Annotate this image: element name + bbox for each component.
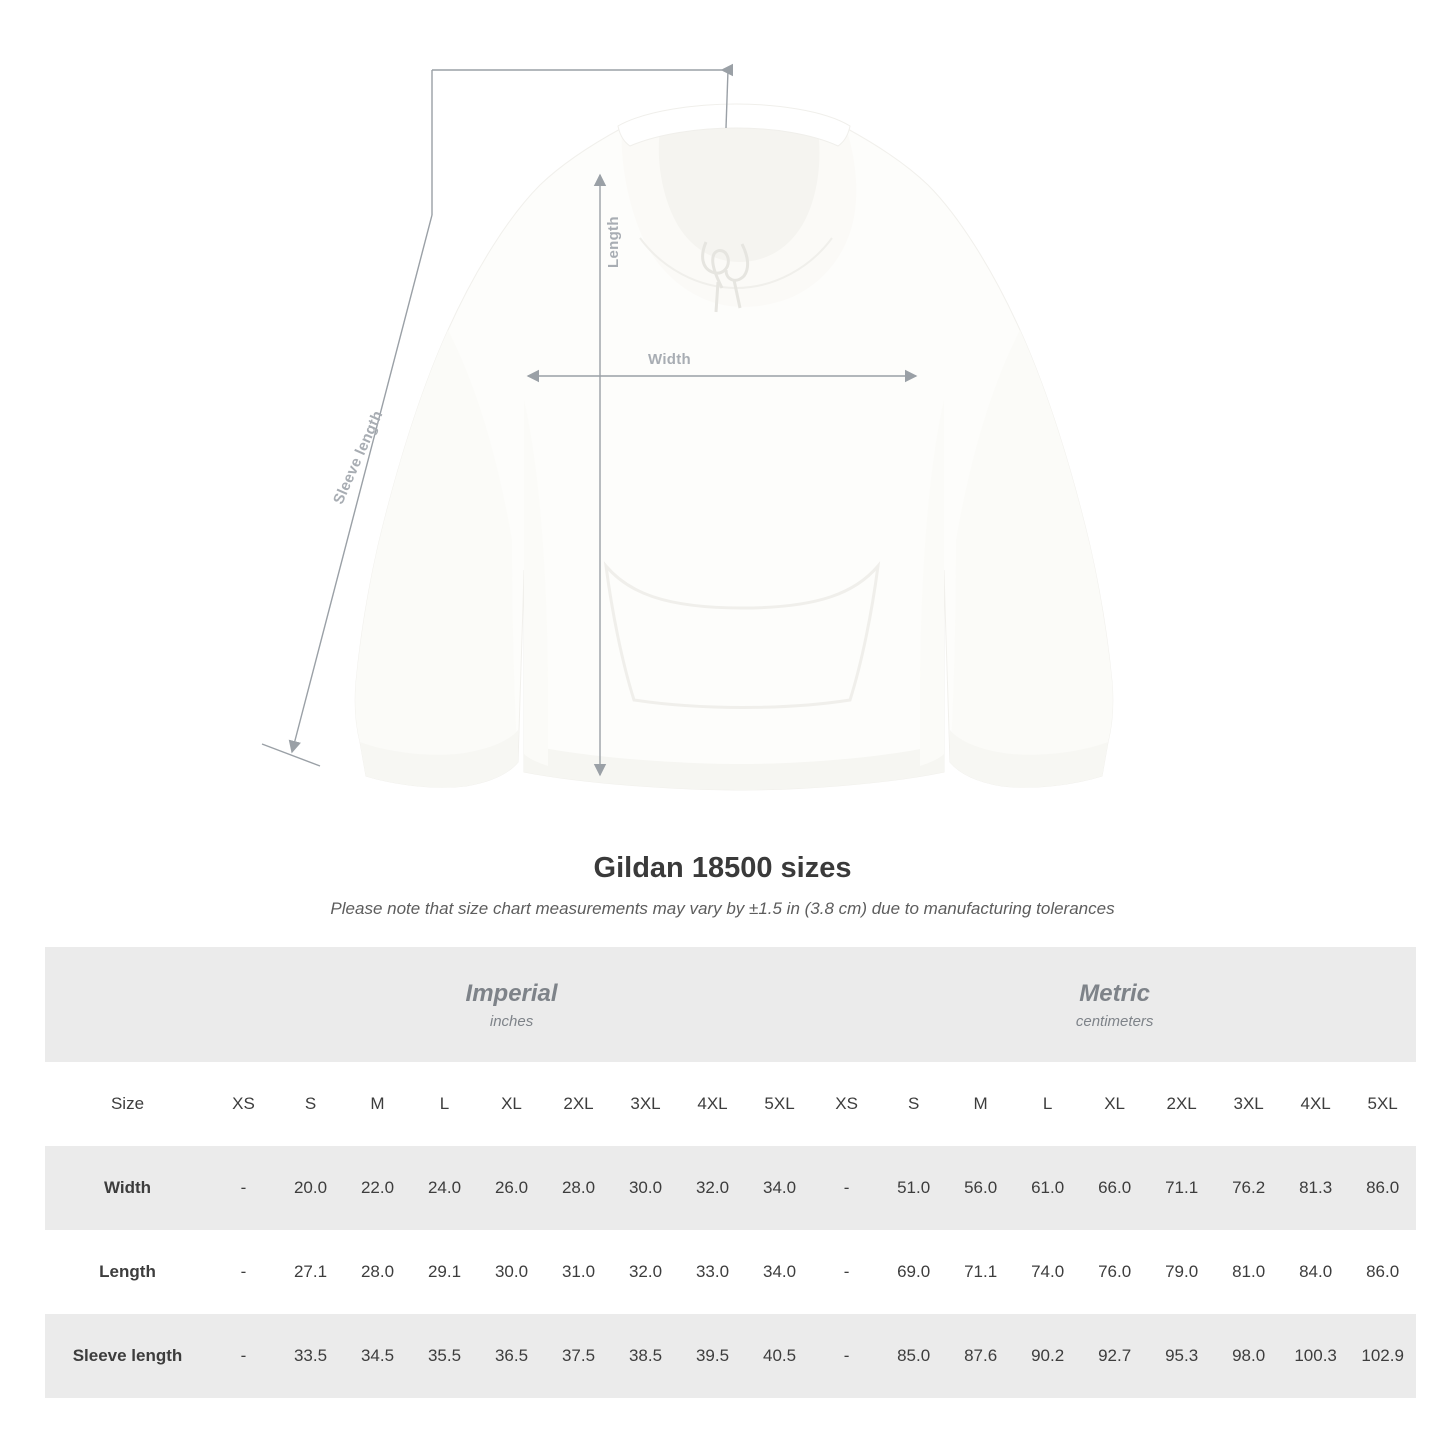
size-table-wrap (45, 947, 1404, 1398)
cell-width-imp-5xl: 34.0 (746, 1146, 813, 1230)
cell-width-imp-4xl: 32.0 (679, 1146, 746, 1230)
cell-length-imp-2xl: 31.0 (561, 1262, 596, 1281)
column-header-imp-3xl: 3XL (612, 1062, 679, 1146)
column-header-met-s: S (880, 1062, 947, 1146)
cell-length-imp-3xl: 32.0 (628, 1262, 663, 1281)
table-row (45, 1230, 1416, 1314)
unit-header-metric (813, 947, 1416, 1062)
cell-sleeve-met-xl: 92.7 (1081, 1314, 1148, 1398)
cell-length-imp-xl: 30.0 (494, 1262, 529, 1281)
column-header-met-3xl: 3XL (1215, 1062, 1282, 1146)
column-header-imp-xs: XS (210, 1062, 277, 1146)
row-label-sleeve-length: Sleeve length (45, 1314, 210, 1398)
column-header-met-2xl: 2XL (1148, 1062, 1215, 1146)
cell-sleeve-imp-4xl: 39.5 (679, 1314, 746, 1398)
unit-header-row (45, 947, 1416, 1062)
cell-sleeve-imp-s: 33.5 (277, 1314, 344, 1398)
cell-length-imp-s: 27.1 (293, 1262, 328, 1281)
unit-sub-imperial: inches (489, 1013, 534, 1030)
cell-sleeve-met-m: 87.6 (947, 1314, 1014, 1398)
sleeve-length-label: Sleeve length (330, 408, 387, 507)
cell-sleeve-imp-5xl: 40.5 (746, 1314, 813, 1398)
column-header-imp-xl: XL (478, 1062, 545, 1146)
cell-sleeve-met-3xl: 98.0 (1215, 1314, 1282, 1398)
cell-width-imp-l: 24.0 (411, 1146, 478, 1230)
cell-width-met-5xl: 86.0 (1349, 1146, 1416, 1230)
column-header-met-m: M (947, 1062, 1014, 1146)
cell-length-imp-m: 28.0 (360, 1262, 395, 1281)
length-label: Length (605, 216, 622, 268)
unit-sub-metric: centimeters (1075, 1013, 1154, 1030)
cell-sleeve-imp-xl: 36.5 (478, 1314, 545, 1398)
cell-length-met-4xl: 84.0 (1299, 1262, 1333, 1281)
cell-sleeve-met-l: 90.2 (1014, 1314, 1081, 1398)
cell-width-met-l: 61.0 (1014, 1146, 1081, 1230)
column-header-imp-5xl: 5XL (746, 1062, 813, 1146)
column-header-imp-4xl: 4XL (679, 1062, 746, 1146)
table-row (45, 1314, 1416, 1398)
cell-sleeve-met-2xl: 95.3 (1148, 1314, 1215, 1398)
cell-length-met-2xl: 79.0 (1165, 1262, 1199, 1281)
cell-width-met-m: 56.0 (947, 1146, 1014, 1230)
cell-width-imp-xs: - (210, 1146, 277, 1230)
size-table (45, 947, 1416, 1398)
cell-length-met-l: 74.0 (1031, 1262, 1065, 1281)
unit-name-metric: Metric (1079, 980, 1150, 1007)
cell-width-imp-2xl: 28.0 (545, 1146, 612, 1230)
cell-sleeve-imp-2xl: 37.5 (545, 1314, 612, 1398)
cell-length-imp-4xl: 33.0 (695, 1262, 730, 1281)
title-block (0, 852, 1445, 919)
cell-width-met-4xl: 81.3 (1282, 1146, 1349, 1230)
cell-width-met-xs: - (813, 1146, 880, 1230)
width-label: Width (648, 351, 692, 368)
size-header-row (45, 1062, 1416, 1146)
column-header-met-xl: XL (1081, 1062, 1148, 1146)
column-header-met-l: L (1014, 1062, 1081, 1146)
tolerance-note: Please note that size chart measurements may vary by ±1.5 in (3.8 cm) due to manufacturing tolerances (330, 899, 1115, 918)
column-header-imp-m: M (344, 1062, 411, 1146)
column-header-size: Size (45, 1062, 210, 1146)
cell-width-imp-s: 20.0 (277, 1146, 344, 1230)
cell-length-met-xl: 76.0 (1098, 1262, 1132, 1281)
cell-sleeve-imp-l: 35.5 (411, 1314, 478, 1398)
cell-sleeve-met-s: 85.0 (880, 1314, 947, 1398)
unit-name-imperial: Imperial (465, 980, 558, 1007)
column-header-imp-2xl: 2XL (545, 1062, 612, 1146)
cell-length-imp-xs: - (240, 1262, 247, 1281)
cell-length-imp-5xl: 34.0 (763, 1262, 797, 1281)
cell-sleeve-imp-xs: - (210, 1314, 277, 1398)
row-label-width: Width (45, 1146, 210, 1230)
cell-length-met-3xl: 81.0 (1232, 1262, 1266, 1281)
cell-sleeve-imp-m: 34.5 (344, 1314, 411, 1398)
cell-length-met-s: 69.0 (897, 1262, 931, 1281)
cell-width-met-3xl: 76.2 (1215, 1146, 1282, 1230)
hoodie-body (355, 104, 1113, 790)
cell-sleeve-met-5xl: 102.9 (1349, 1314, 1416, 1398)
cell-sleeve-met-4xl: 100.3 (1282, 1314, 1349, 1398)
cell-sleeve-met-xs: - (813, 1314, 880, 1398)
column-header-imp-s: S (277, 1062, 344, 1146)
column-header-imp-l: L (411, 1062, 478, 1146)
cell-width-imp-xl: 26.0 (478, 1146, 545, 1230)
cell-width-met-2xl: 71.1 (1148, 1146, 1215, 1230)
table-row (45, 1146, 1416, 1230)
unit-header-spacer (45, 947, 210, 1062)
page-title: Gildan 18500 sizes (593, 852, 852, 884)
unit-header-imperial (210, 947, 813, 1062)
cell-length-met-m: 71.1 (964, 1262, 998, 1281)
cell-length-met-5xl: 86.0 (1366, 1262, 1400, 1281)
cell-width-imp-3xl: 30.0 (612, 1146, 679, 1230)
column-header-met-xs: XS (813, 1062, 880, 1146)
cell-width-imp-m: 22.0 (344, 1146, 411, 1230)
cell-length-met-xs: - (843, 1262, 850, 1281)
column-header-met-4xl: 4XL (1282, 1062, 1349, 1146)
column-header-met-5xl: 5XL (1349, 1062, 1416, 1146)
cell-width-met-s: 51.0 (880, 1146, 947, 1230)
cell-sleeve-imp-3xl: 38.5 (612, 1314, 679, 1398)
cell-length-imp-l: 29.1 (427, 1262, 462, 1281)
row-label-length: Length (99, 1262, 156, 1281)
cell-width-met-xl: 66.0 (1081, 1146, 1148, 1230)
